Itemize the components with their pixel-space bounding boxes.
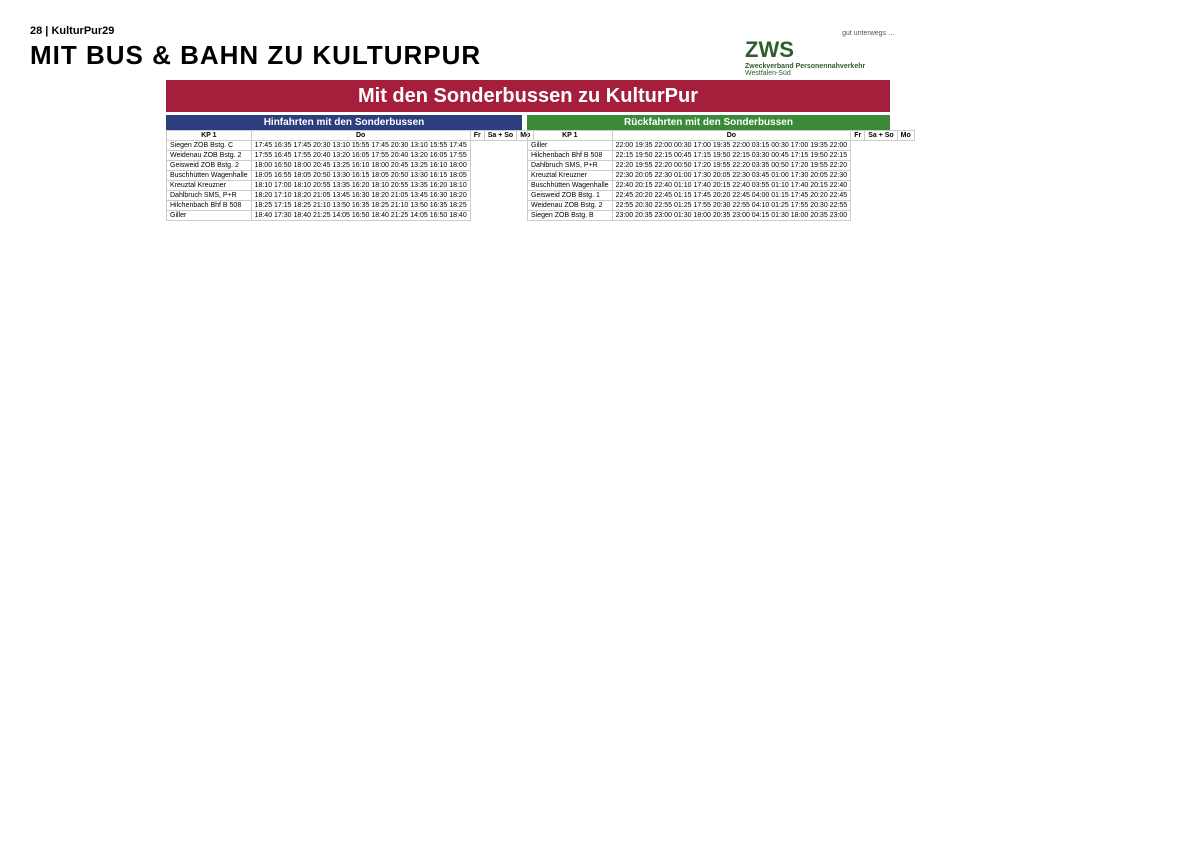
timetable-row [167,181,534,191]
timetable-row [528,171,915,181]
timetable-row [528,151,915,161]
stop-name: Giller [528,141,613,151]
kp1-label: KP 1 [167,131,252,141]
sonderbus-banner: Mit den Sonderbussen zu KulturPur [166,80,890,112]
departure-times: 18:25 17:15 18:25 21:10 13:50 16:35 18:25 21:10 13:50 16:35 18:25 [251,201,470,211]
timetable-row [167,171,534,181]
hinfahrten-kp1-header-row [167,131,534,141]
day-header: Sa + So [484,131,516,141]
page-number: 28 [30,25,43,37]
departure-times: 22:00 19:35 22:00 00:30 17:00 19:35 22:00 03:15 00:30 17:00 19:35 22:00 [612,141,851,151]
zws-name: ZWS [745,37,794,62]
timetable-row [167,161,534,171]
departure-times: 22:30 20:05 22:30 01:00 17:30 20:05 22:30 03:45 01:00 17:30 20:05 22:30 [612,171,851,181]
departure-times: 18:05 16:55 18:05 20:50 13:30 16:15 18:05 20:50 13:30 16:15 18:05 [251,171,470,181]
day-header: Sa + So [865,131,897,141]
stop-name: Geisweid ZOB Bstg. 2 [167,161,252,171]
publication-name: KulturPur29 [51,25,115,37]
hinfahrten-kp1-table [166,130,534,221]
page-header: 28 | KulturPur29 [30,25,115,37]
departure-times: 17:55 16:45 17:55 20:40 13:20 16:05 17:55 20:40 13:20 16:05 17:55 [251,151,470,161]
stop-name: Dahlbruch SMS, P+R [528,161,613,171]
rueckfahrten-title: Rückfahrten mit den Sonderbussen [527,115,890,130]
day-header: Do [612,131,851,141]
stop-name: Buschhütten Wagenhalle [528,181,613,191]
stop-name: Siegen ZOB Bstg. B [528,211,613,221]
timetable-row [528,191,915,201]
departure-times: 17:45 16:35 17:45 20:30 13:10 15:55 17:45 20:30 13:10 15:55 17:45 [251,141,470,151]
stop-name: Weidenau ZOB Bstg. 2 [167,151,252,161]
stop-name: Siegen ZOB Bstg. C [167,141,252,151]
day-header: Do [251,131,470,141]
timetable-row [528,161,915,171]
zws-tagline: gut unterwegs … [842,30,895,37]
stop-name: Buschhütten Wagenhalle [167,171,252,181]
timetable-row [528,181,915,191]
timetable-row [167,191,534,201]
departure-times: 23:00 20:35 23:00 01:30 18:00 20:35 23:00 04:15 01:30 18:00 20:35 23:00 [612,211,851,221]
timetable-row [167,201,534,211]
stop-name: Hilchenbach Bhf B 508 [167,201,252,211]
day-header: Mo [517,131,534,141]
departure-times: 22:55 20:30 22:55 01:25 17:55 20:30 22:55 04:10 01:25 17:55 20:30 22:55 [612,201,851,211]
zws-org-line1: Zweckverband Personennahverkehr [745,63,866,70]
hinfahrten-title: Hinfahrten mit den Sonderbussen [166,115,522,130]
rueckfahrten-kp1-table [527,130,915,221]
rueckfahrten-section [527,115,911,221]
timetable-row [528,141,915,151]
stop-name: Kreuztal Kreuzner [167,181,252,191]
timetable-row [528,211,915,221]
departure-times: 18:20 17:10 18:20 21:05 13:45 16:30 18:20 21:05 13:45 16:30 18:20 [251,191,470,201]
departure-times: 22:45 20:20 22:45 01:15 17:45 20:20 22:45 04:00 01:15 17:45 20:20 22:45 [612,191,851,201]
stop-name: Giller [167,211,252,221]
day-header: Mo [897,131,914,141]
stop-name: Weidenau ZOB Bstg. 2 [528,201,613,211]
zws-org-line2: Westfalen-Süd [745,70,791,77]
timetable-row [167,211,534,221]
departure-times: 22:15 19:50 22:15 00:45 17:15 19:50 22:15 03:30 00:45 17:15 19:50 22:15 [612,151,851,161]
stop-name: Dahlbruch SMS, P+R [167,191,252,201]
timetable-row [528,201,915,211]
departure-times: 22:20 19:55 22:20 00:50 17:20 19:55 22:20 03:35 00:50 17:20 19:55 22:20 [612,161,851,171]
day-header: Fr [851,131,865,141]
departure-times: 18:40 17:30 18:40 21:25 14:05 16:50 18:40 21:25 14:05 16:50 18:40 [251,211,470,221]
timetable-row [167,151,534,161]
timetable-row [167,141,534,151]
hinfahrten-section [166,115,531,221]
stop-name: Hilchenbach Bhf B 508 [528,151,613,161]
departure-times: 22:40 20:15 22:40 01:10 17:40 20:15 22:40 03:55 01:10 17:40 20:15 22:40 [612,181,851,191]
departure-times: 18:00 16:50 18:00 20:45 13:25 16:10 18:00 20:45 13:25 16:10 18:00 [251,161,470,171]
departure-times: 18:10 17:00 18:10 20:55 13:35 16:20 18:10 20:55 13:35 16:20 18:10 [251,181,470,191]
zws-logo [745,30,895,77]
stop-name: Geisweid ZOB Bstg. 1 [528,191,613,201]
kp1-label: KP 1 [528,131,613,141]
page-title: MIT BUS & BAHN ZU KULTURPUR [30,40,482,70]
rueckfahrten-kp1-header-row [528,131,915,141]
day-header: Fr [470,131,484,141]
stop-name: Kreuztal Kreuzner [528,171,613,181]
